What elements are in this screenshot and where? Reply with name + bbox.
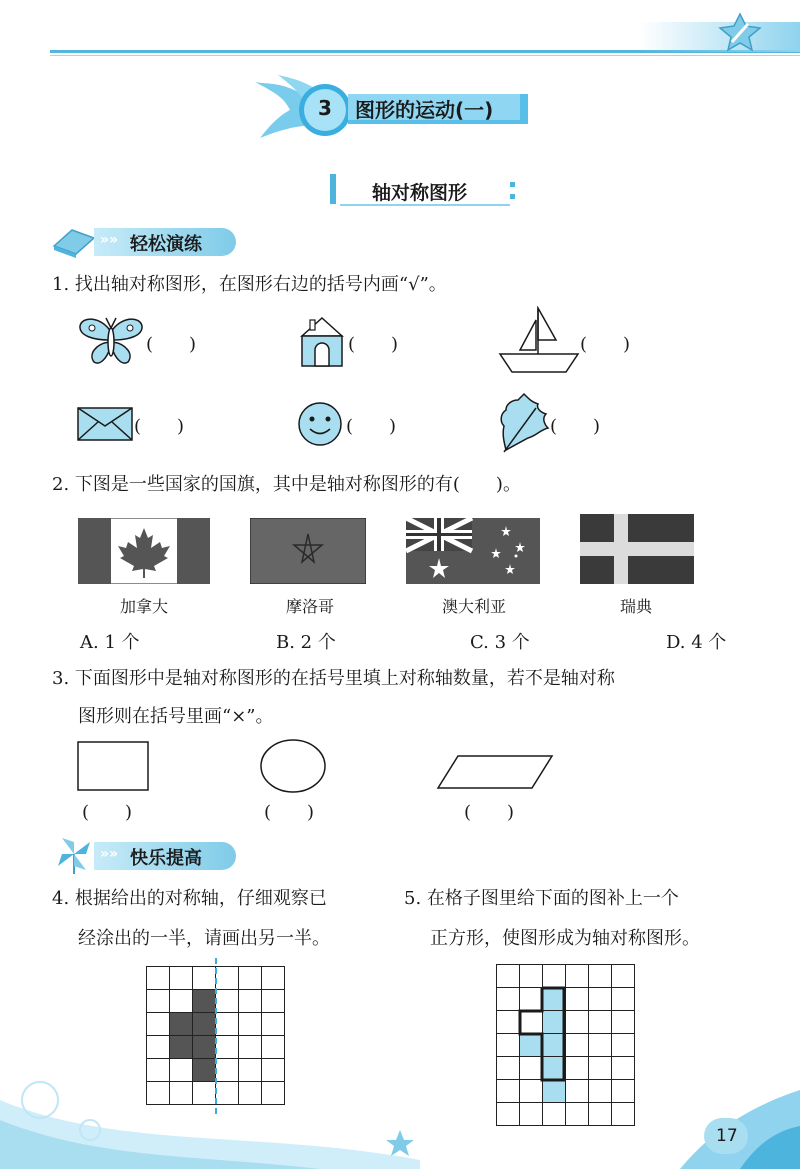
flag-morocco: [250, 518, 366, 584]
q2-option-b[interactable]: B. 2 个: [276, 632, 336, 653]
q2-option-d[interactable]: D. 4 个: [666, 632, 727, 653]
section-title-dot: [510, 194, 515, 199]
flag-canada: [78, 518, 210, 584]
footer-wave-decoration: [0, 1060, 800, 1169]
q5-line2: 正方形，使图形成为轴对称图形。: [430, 928, 700, 949]
q1-answer-paren[interactable]: ( ): [348, 334, 399, 355]
flag-label: 瑞典: [619, 597, 652, 616]
chapter-title: 图形的运动(一): [355, 98, 494, 122]
smiley-figure: [296, 400, 344, 448]
q1-answer-paren[interactable]: ( ): [346, 416, 397, 437]
house-figure: [298, 316, 346, 368]
chevrons-icon: »»: [100, 232, 119, 248]
section-title-bar-left: [330, 174, 336, 204]
flag-label: 加拿大: [119, 597, 168, 616]
q1-answer-paren[interactable]: ( ): [550, 416, 601, 437]
section2-label: 快乐提高: [130, 848, 202, 869]
leaf-figure: [496, 390, 552, 454]
q2-text: 2. 下图是一些国家的国旗，其中是轴对称图形的有( )。: [52, 474, 521, 495]
q4-line2: 经涂出的一半，请画出另一半。: [78, 928, 330, 949]
q1-answer-paren[interactable]: ( ): [146, 334, 197, 355]
flag-label: 摩洛哥: [285, 597, 334, 616]
pinwheel-icon: [52, 832, 96, 876]
q1-answer-paren[interactable]: ( ): [134, 416, 185, 437]
q3-line2: 图形则在括号里画“×”。: [78, 706, 274, 727]
chevrons-icon: »»: [100, 846, 119, 862]
q3-answer-paren[interactable]: ( ): [82, 802, 133, 823]
parallelogram-figure: [436, 752, 556, 792]
q3-answer-paren[interactable]: ( ): [464, 802, 515, 823]
section1-label: 轻松演练: [130, 234, 202, 255]
pencil-star-icon: [718, 12, 762, 52]
q3-answer-paren[interactable]: ( ): [264, 802, 315, 823]
ellipse-figure: [258, 738, 328, 794]
q1-text: 1. 找出轴对称图形，在图形右边的括号内画“√”。: [52, 274, 447, 295]
section-title-dot: [510, 182, 515, 187]
section-title: 轴对称图形: [372, 182, 468, 204]
q1-answer-paren[interactable]: ( ): [580, 334, 631, 355]
q2-option-a[interactable]: A. 1 个: [80, 632, 140, 653]
q3-line1: 3. 下面图形中是轴对称图形的在括号里填上对称轴数量，若不是轴对称: [52, 668, 615, 689]
butterfly-figure: [76, 314, 146, 368]
rectangle-figure: [76, 740, 150, 792]
envelope-figure: [76, 404, 134, 444]
flag-australia: [406, 518, 540, 584]
flag-sweden: [580, 514, 694, 584]
eraser-icon: [50, 222, 98, 258]
chapter-number: 3: [318, 96, 332, 120]
sailboat-figure: [498, 306, 580, 376]
q5-line1: 5. 在格子图里给下面的图补上一个: [404, 888, 679, 909]
header-rule-thin: [50, 55, 800, 56]
q4-line1: 4. 根据给出的对称轴，仔细观察已: [52, 888, 327, 909]
flag-label: 澳大利亚: [441, 597, 506, 616]
q2-option-c[interactable]: C. 3 个: [470, 632, 530, 653]
page-number: 17: [716, 1126, 738, 1146]
